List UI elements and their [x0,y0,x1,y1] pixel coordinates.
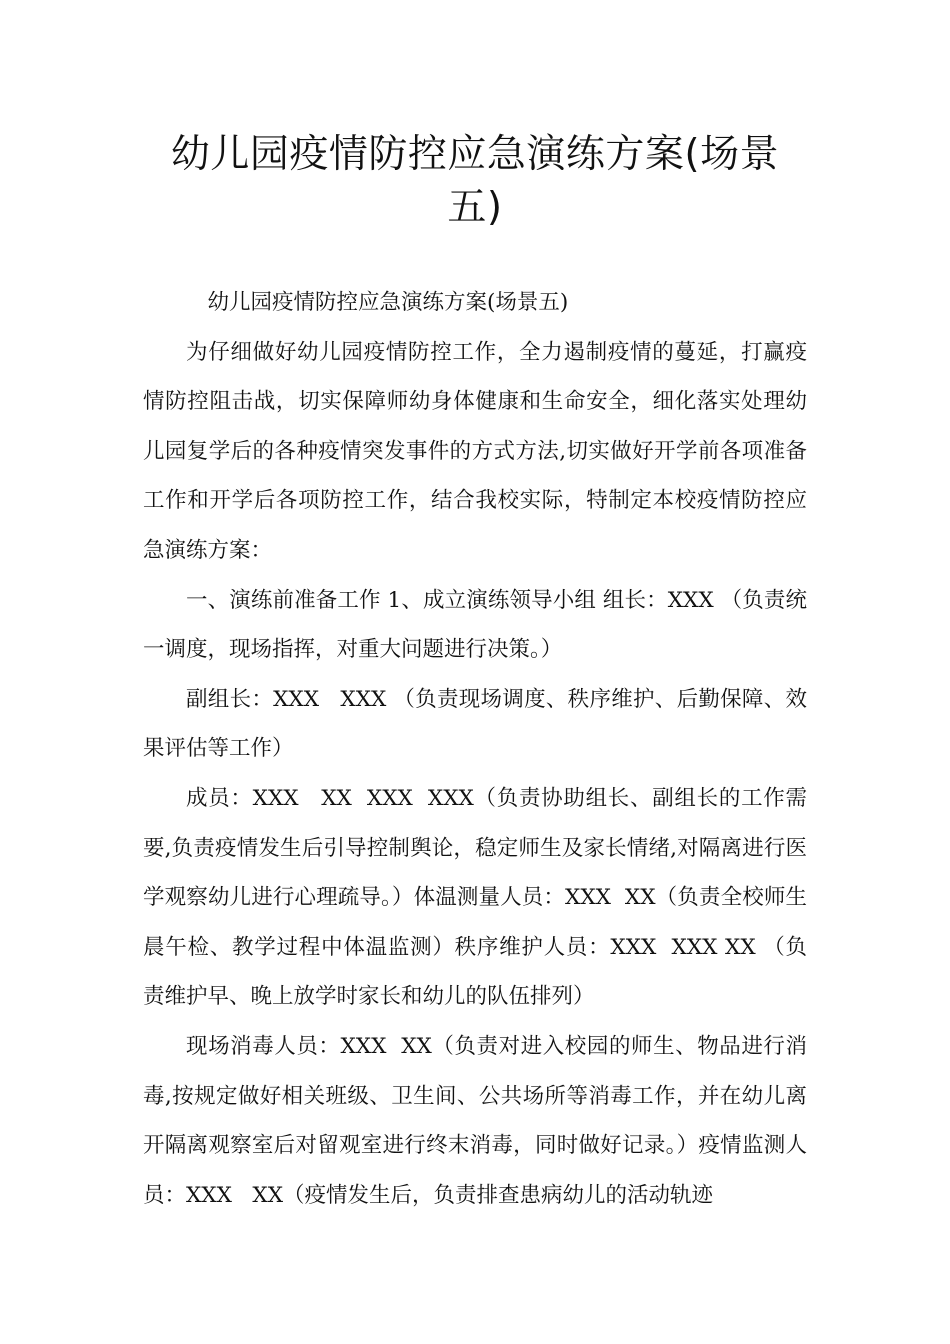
paragraph-disinfection: 现场消毒人员：XXX XX（负责对进入校园的师生、物品进行消毒,按规定做好相关班级、卫生间、公共场所等消毒工作，并在幼儿离开隔离观察室后对留观室进行终末消毒，同时做好记录。）疫情监测人员：XXX XX（疫情发生后，负责排查患病幼儿的活动轨迹 [143,1033,807,1208]
document-subtitle: 幼儿园疫情防控应急演练方案(场景五) [207,290,569,315]
document-title: 幼儿园疫情防控应急演练方案(场景五) [170,132,780,230]
paragraph-intro: 为仔细做好幼儿园疫情防控工作，全力遏制疫情的蔓延，打赢疫情防控阻击战，切实保障师幼身体健康和生命安全，细化落实处理幼儿园复学后的各种疫情突发事件的方式方法,切实做好开学前各项准备工作和开学后各项防控工作，结合我校实际，特制定本校疫情防控应急演练方案： [143,339,807,563]
paragraph-deputy-leader: 副组长：XXX XXX （负责现场调度、秩序维护、后勤保障、效果评估等工作） [143,686,807,762]
document-body [143,278,807,1220]
paragraph-leader: 一、演练前准备工作 1、成立演练领导小组 组长：XXX （负责统一调度，现场指挥，对重大问题进行决策。） [143,587,807,663]
paragraph-members: 成员：XXX XX XXX XXX（负责协助组长、副组长的工作需要,负责疫情发生后引导控制舆论，稳定师生及家长情绪,对隔离进行医学观察幼儿进行心理疏导。）体温测量人员：XXX XX（负责全校师生晨午检、教学过程中体温监测）秩序维护人员：XXX XXX XX （负责维护早、晚上放学时家长和幼儿的队伍排列） [143,785,807,1010]
